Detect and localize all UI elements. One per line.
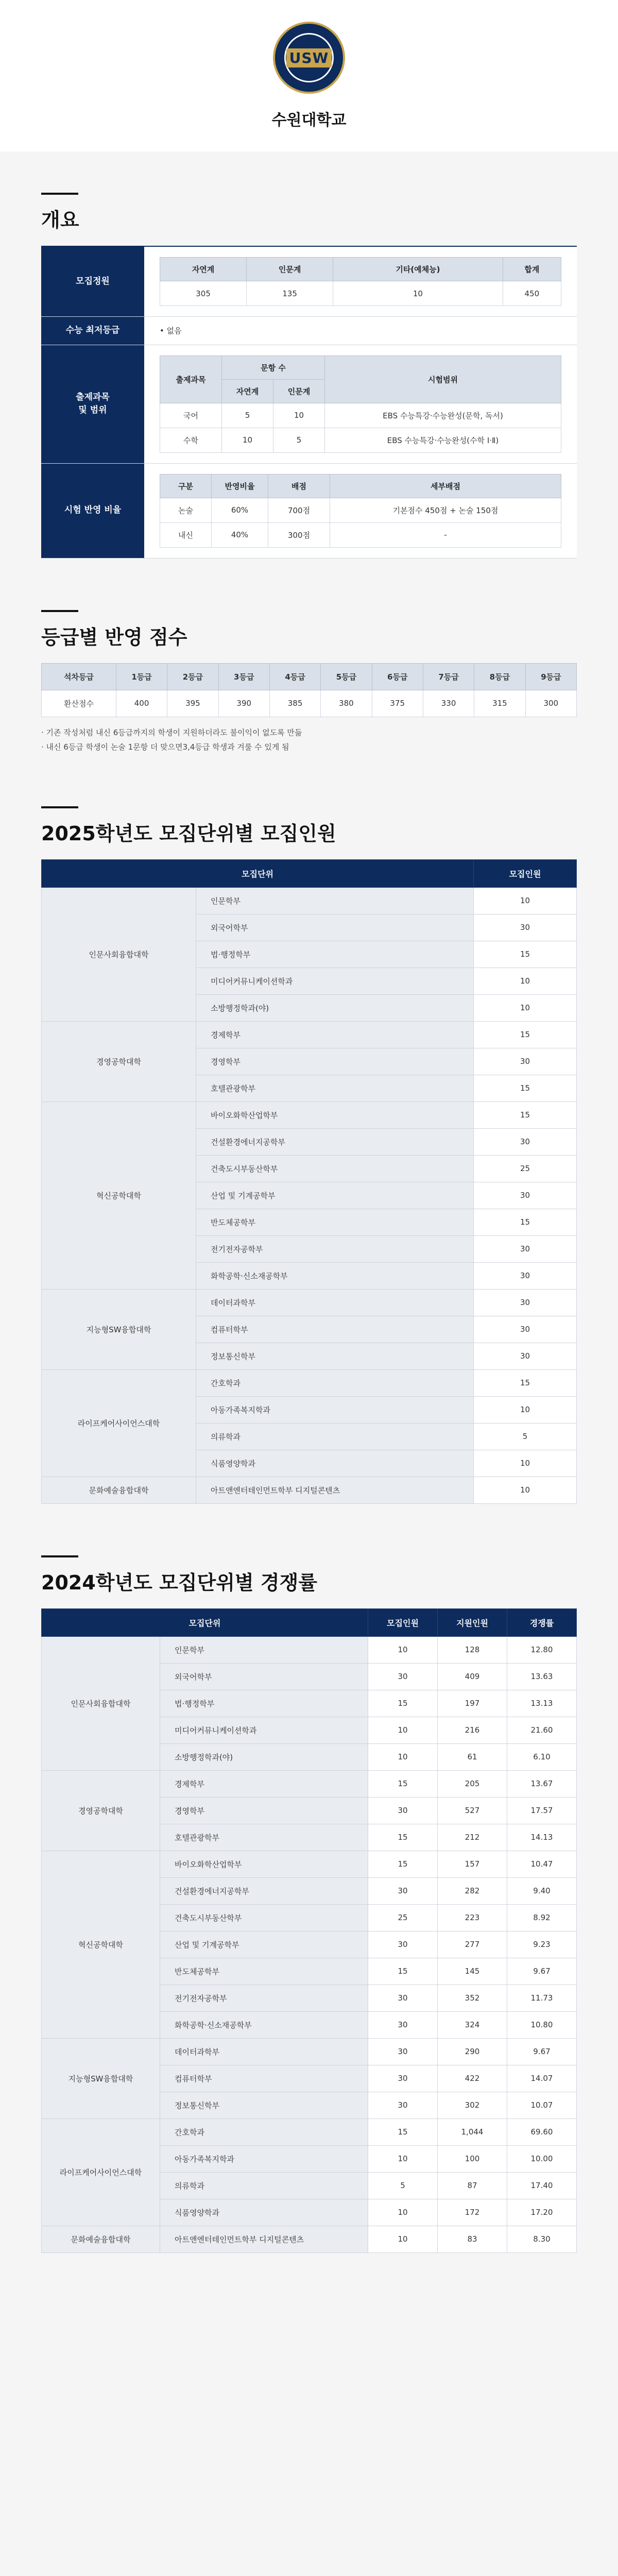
dept-cell: 법·행정학부 xyxy=(160,1690,368,1717)
quota-cell: 10 xyxy=(474,994,577,1021)
grade-header: 5등급 xyxy=(321,663,372,690)
grade-note: · 내신 6등급 학생이 논술 1문항 더 맞으면3,4등급 학생과 겨룰 수 있게 됨 xyxy=(41,742,289,752)
grade-cell: 400 xyxy=(116,690,167,717)
recruit-value: 450 xyxy=(503,281,561,306)
comp2024-header: 지원인원 xyxy=(438,1608,507,1636)
quota-cell: 30 xyxy=(474,1235,577,1262)
quota-cell: 30 xyxy=(474,1343,577,1369)
grade-cell: 315 xyxy=(474,690,525,717)
ratio-cell: 69.60 xyxy=(507,2119,577,2145)
college-cell: 혁신공학대학 xyxy=(42,1101,196,1289)
quota-cell: 15 xyxy=(368,1824,438,1851)
quota-cell: 5 xyxy=(368,2172,438,2199)
ratio-cell: 8.30 xyxy=(507,2226,577,2252)
quota-cell: 30 xyxy=(368,2065,438,2092)
dept-cell: 경제학부 xyxy=(160,1770,368,1797)
dept-cell: 데이터과학부 xyxy=(160,2038,368,2065)
logo-emblem xyxy=(284,33,334,82)
applicants-cell: 197 xyxy=(438,1690,507,1717)
dept-cell: 컴퓨터학부 xyxy=(160,2065,368,2092)
applicants-cell: 324 xyxy=(438,2011,507,2038)
ratio-cell: 13.63 xyxy=(507,1663,577,1690)
dept-cell: 건설환경에너지공학부 xyxy=(196,1128,474,1155)
table-row xyxy=(42,1636,577,1663)
ratio-cell: 17.20 xyxy=(507,2199,577,2226)
comp2024-table xyxy=(41,1608,577,2253)
ratio-label: 시험 반영 비율 xyxy=(41,464,144,558)
quota-cell: 30 xyxy=(474,914,577,941)
applicants-cell: 100 xyxy=(438,2145,507,2172)
grade-header: 3등급 xyxy=(218,663,269,690)
subject-cell: 국어 xyxy=(160,403,222,428)
ratio-table xyxy=(160,474,561,548)
quota-cell: 10 xyxy=(368,2226,438,2252)
quota-cell: 15 xyxy=(474,1101,577,1128)
dept-cell: 소방행정학과(야) xyxy=(160,1743,368,1770)
quota-cell: 15 xyxy=(474,1369,577,1396)
quota-cell: 10 xyxy=(368,2145,438,2172)
grade-header-row xyxy=(42,663,577,690)
applicants-cell: 205 xyxy=(438,1770,507,1797)
table-row xyxy=(42,2119,577,2145)
recruit-header: 합계 xyxy=(503,258,561,281)
dept-cell: 경제학부 xyxy=(196,1021,474,1048)
grade-cell: 환산점수 xyxy=(42,690,116,717)
ratio-cell: 9.67 xyxy=(507,2038,577,2065)
header xyxy=(0,0,618,151)
table-row xyxy=(42,1369,577,1396)
applicants-cell: 172 xyxy=(438,2199,507,2226)
subject-cell: 5 xyxy=(273,428,325,452)
quota-cell: 15 xyxy=(368,1851,438,1877)
quota-cell: 15 xyxy=(474,1021,577,1048)
quota-cell: 10 xyxy=(368,1636,438,1663)
quota-cell: 30 xyxy=(474,1128,577,1155)
recruit-header: 기타(예체능) xyxy=(333,258,503,281)
recruit-header: 자연계 xyxy=(160,258,247,281)
dept-cell: 미디어커뮤니케이션학과 xyxy=(196,968,474,994)
dept-cell: 산업 및 기계공학부 xyxy=(160,1931,368,1958)
quota-cell: 30 xyxy=(474,1048,577,1075)
csat-label: 수능 최저등급 xyxy=(41,317,144,345)
quota-cell: 10 xyxy=(474,1396,577,1423)
quota-cell: 30 xyxy=(368,1877,438,1904)
college-cell: 지능형SW융합대학 xyxy=(42,1289,196,1369)
dept-cell: 인문학부 xyxy=(160,1636,368,1663)
college-cell: 문화예술융합대학 xyxy=(42,2226,160,2252)
grade-score-row xyxy=(42,690,577,717)
ratio-cell: 기본점수 450점 + 논술 150점 xyxy=(330,498,561,522)
college-cell: 경영공학대학 xyxy=(42,1021,196,1101)
subject-cell: 10 xyxy=(273,403,325,428)
grade-table xyxy=(41,663,577,717)
applicants-cell: 128 xyxy=(438,1636,507,1663)
applicants-cell: 422 xyxy=(438,2065,507,2092)
table-row xyxy=(42,1021,577,1048)
dept-cell: 식품영양학과 xyxy=(196,1450,474,1477)
table-row xyxy=(42,2226,577,2252)
ratio-cell: 10.07 xyxy=(507,2092,577,2119)
quota2025-title: 2025학년도 모집단위별 모집인원 xyxy=(41,806,577,846)
recruit-row xyxy=(41,247,577,317)
quota-cell: 25 xyxy=(474,1155,577,1182)
applicants-cell: 83 xyxy=(438,2226,507,2252)
quota-cell: 30 xyxy=(368,1931,438,1958)
college-cell: 혁신공학대학 xyxy=(42,1851,160,2038)
subjects-label: 출제과목 및 범위 xyxy=(41,345,144,463)
dept-cell: 인문학부 xyxy=(196,887,474,914)
quota-cell: 30 xyxy=(474,1289,577,1316)
quota-cell: 10 xyxy=(474,1450,577,1477)
table-row xyxy=(42,1851,577,1877)
dept-cell: 반도체공학부 xyxy=(160,1958,368,1985)
recruit-value: 135 xyxy=(247,281,333,306)
dept-cell: 의류학과 xyxy=(160,2172,368,2199)
ratio-cell: 10.00 xyxy=(507,2145,577,2172)
applicants-cell: 352 xyxy=(438,1985,507,2011)
quota2025-header: 모집인원 xyxy=(474,859,577,887)
ratio-cell: 40% xyxy=(212,522,268,547)
dept-cell: 호텔관광학부 xyxy=(160,1824,368,1851)
ratio-cell: 논술 xyxy=(160,498,212,522)
applicants-cell: 223 xyxy=(438,1904,507,1931)
university-logo xyxy=(273,22,345,94)
grade-cell: 330 xyxy=(423,690,474,717)
college-cell: 라이프케어사이언스대학 xyxy=(42,2119,160,2226)
ratio-header: 반영비율 xyxy=(212,474,268,498)
dept-cell: 법·행정학부 xyxy=(196,941,474,968)
college-cell: 문화예술융합대학 xyxy=(42,1477,196,1503)
ratio-cell: 13.67 xyxy=(507,1770,577,1797)
subjects-header: 인문계 xyxy=(273,379,325,403)
dept-cell: 건축도시부동산학부 xyxy=(160,1904,368,1931)
ratio-cell: 9.67 xyxy=(507,1958,577,1985)
logo-text: USW xyxy=(286,48,332,67)
quota-cell: 10 xyxy=(474,887,577,914)
quota-cell: 15 xyxy=(368,1770,438,1797)
table-row xyxy=(42,1477,577,1503)
dept-cell: 간호학과 xyxy=(160,2119,368,2145)
table-row xyxy=(42,1101,577,1128)
dept-cell: 간호학과 xyxy=(196,1369,474,1396)
quota2025-table xyxy=(41,859,577,1504)
dept-cell: 반도체공학부 xyxy=(196,1209,474,1235)
dept-cell: 데이터과학부 xyxy=(196,1289,474,1316)
quota-cell: 25 xyxy=(368,1904,438,1931)
dept-cell: 정보통신학부 xyxy=(196,1343,474,1369)
applicants-cell: 409 xyxy=(438,1663,507,1690)
ratio-cell: 9.23 xyxy=(507,1931,577,1958)
dept-cell: 화학공학·신소재공학부 xyxy=(160,2011,368,2038)
table-row xyxy=(42,1289,577,1316)
subjects-row xyxy=(41,345,577,464)
dept-cell: 아동가족복지학과 xyxy=(160,2145,368,2172)
ratio-header: 배점 xyxy=(268,474,330,498)
grade-header: 2등급 xyxy=(167,663,218,690)
quota-cell: 10 xyxy=(368,2199,438,2226)
ratio-cell: 300점 xyxy=(268,522,330,547)
ratio-cell: 17.40 xyxy=(507,2172,577,2199)
subject-cell: 10 xyxy=(222,428,273,452)
dept-cell: 전기전자공학부 xyxy=(160,1985,368,2011)
ratio-header: 구분 xyxy=(160,474,212,498)
college-cell: 인문사회융합대학 xyxy=(42,1636,160,1770)
dept-cell: 아트앤엔터테인먼트학부 디지털콘텐츠 xyxy=(160,2226,368,2252)
dept-cell: 건축도시부동산학부 xyxy=(196,1155,474,1182)
grade-header: 석차등급 xyxy=(42,663,116,690)
quota-cell: 15 xyxy=(474,1209,577,1235)
grade-header: 6등급 xyxy=(372,663,423,690)
college-cell: 라이프케어사이언스대학 xyxy=(42,1369,196,1477)
recruit-label: 모집정원 xyxy=(41,247,144,316)
content xyxy=(0,151,618,2576)
applicants-cell: 87 xyxy=(438,2172,507,2199)
overview-title: 개요 xyxy=(41,193,577,232)
applicants-cell: 145 xyxy=(438,1958,507,1985)
ratio-cell: 10.47 xyxy=(507,1851,577,1877)
recruit-header: 인문계 xyxy=(247,258,333,281)
grade-title: 등급별 반영 점수 xyxy=(41,610,577,650)
overview-table xyxy=(41,246,577,558)
subjects-header: 자연계 xyxy=(222,379,273,403)
applicants-cell: 157 xyxy=(438,1851,507,1877)
subjects-header: 출제과목 xyxy=(160,355,222,403)
subject-cell: 수학 xyxy=(160,428,222,452)
ratio-cell: 14.13 xyxy=(507,1824,577,1851)
quota-cell: 10 xyxy=(368,1743,438,1770)
recruit-value: 10 xyxy=(333,281,503,306)
quota-cell: 30 xyxy=(474,1182,577,1209)
applicants-cell: 212 xyxy=(438,1824,507,1851)
subject-cell: EBS 수능특강·수능완성(수학 Ⅰ·Ⅱ) xyxy=(325,428,561,452)
ratio-cell: 700점 xyxy=(268,498,330,522)
dept-cell: 외국어학부 xyxy=(196,914,474,941)
quota-cell: 30 xyxy=(368,1797,438,1824)
grade-notes xyxy=(41,725,577,755)
subject-cell: EBS 수능특강·수능완성(문학, 독서) xyxy=(325,403,561,428)
quota-cell: 15 xyxy=(368,1958,438,1985)
quota2025-header: 모집단위 xyxy=(42,859,474,887)
dept-cell: 컴퓨터학부 xyxy=(196,1316,474,1343)
quota-cell: 10 xyxy=(368,1717,438,1743)
quota-cell: 30 xyxy=(368,1663,438,1690)
quota-cell: 15 xyxy=(368,1690,438,1717)
ratio-cell: 13.13 xyxy=(507,1690,577,1717)
dept-cell: 경영학부 xyxy=(160,1797,368,1824)
recruit-value: 305 xyxy=(160,281,247,306)
comp2024-title: 2024학년도 모집단위별 경쟁률 xyxy=(41,1555,577,1595)
ratio-cell: 17.57 xyxy=(507,1797,577,1824)
ratio-cell: 14.07 xyxy=(507,2065,577,2092)
grade-cell: 385 xyxy=(269,690,320,717)
table-row xyxy=(42,2038,577,2065)
subject-cell: 5 xyxy=(222,403,273,428)
applicants-cell: 302 xyxy=(438,2092,507,2119)
quota-cell: 30 xyxy=(368,2038,438,2065)
grade-cell: 380 xyxy=(321,690,372,717)
ratio-cell: - xyxy=(330,522,561,547)
comp2024-header: 모집단위 xyxy=(42,1608,368,1636)
college-cell: 경영공학대학 xyxy=(42,1770,160,1851)
grade-header: 4등급 xyxy=(269,663,320,690)
dept-cell: 경영학부 xyxy=(196,1048,474,1075)
subjects-header: 문항 수 xyxy=(222,355,325,379)
applicants-cell: 290 xyxy=(438,2038,507,2065)
grade-cell: 390 xyxy=(218,690,269,717)
dept-cell: 소방행정학과(야) xyxy=(196,994,474,1021)
comp2024-header: 모집인원 xyxy=(368,1608,438,1636)
dept-cell: 외국어학부 xyxy=(160,1663,368,1690)
ratio-cell: 10.80 xyxy=(507,2011,577,2038)
grade-note: · 기존 작성처럼 내신 6등급까지의 학생이 지원하더라도 불이익이 없도록 만듦 xyxy=(41,727,302,737)
ratio-cell: 내신 xyxy=(160,522,212,547)
quota-cell: 15 xyxy=(474,941,577,968)
dept-cell: 식품영양학과 xyxy=(160,2199,368,2226)
ratio-row xyxy=(41,464,577,558)
quota-cell: 30 xyxy=(474,1262,577,1289)
grade-cell: 395 xyxy=(167,690,218,717)
dept-cell: 정보통신학부 xyxy=(160,2092,368,2119)
dept-cell: 산업 및 기계공학부 xyxy=(196,1182,474,1209)
college-cell: 인문사회융합대학 xyxy=(42,887,196,1021)
grade-header: 7등급 xyxy=(423,663,474,690)
ratio-header: 세부배점 xyxy=(330,474,561,498)
quota-cell: 10 xyxy=(474,1477,577,1503)
csat-row xyxy=(41,317,577,345)
recruit-table xyxy=(160,257,561,306)
quota-cell: 10 xyxy=(474,968,577,994)
applicants-cell: 282 xyxy=(438,1877,507,1904)
quota-cell: 15 xyxy=(474,1075,577,1101)
grade-header: 1등급 xyxy=(116,663,167,690)
ratio-cell: 21.60 xyxy=(507,1717,577,1743)
grade-header: 9등급 xyxy=(525,663,576,690)
dept-cell: 건설환경에너지공학부 xyxy=(160,1877,368,1904)
grade-cell: 375 xyxy=(372,690,423,717)
dept-cell: 아동가족복지학과 xyxy=(196,1396,474,1423)
subjects-table xyxy=(160,355,561,453)
dept-cell: 아트앤엔터테인먼트학부 디지털콘텐츠 xyxy=(196,1477,474,1503)
ratio-cell: 11.73 xyxy=(507,1985,577,2011)
school-name: 수원대학교 xyxy=(271,111,347,129)
quota-cell: 30 xyxy=(474,1316,577,1343)
table-row xyxy=(42,887,577,914)
college-cell: 지능형SW융합대학 xyxy=(42,2038,160,2119)
applicants-cell: 277 xyxy=(438,1931,507,1958)
applicants-cell: 216 xyxy=(438,1717,507,1743)
ratio-cell: 12.80 xyxy=(507,1636,577,1663)
comp2024-header: 경쟁률 xyxy=(507,1608,577,1636)
applicants-cell: 1,044 xyxy=(438,2119,507,2145)
csat-value: • 없음 xyxy=(144,317,577,345)
ratio-cell: 60% xyxy=(212,498,268,522)
dept-cell: 바이오화학산업학부 xyxy=(196,1101,474,1128)
dept-cell: 호텔관광학부 xyxy=(196,1075,474,1101)
ratio-cell: 8.92 xyxy=(507,1904,577,1931)
grade-header: 8등급 xyxy=(474,663,525,690)
ratio-cell: 6.10 xyxy=(507,1743,577,1770)
applicants-cell: 61 xyxy=(438,1743,507,1770)
dept-cell: 바이오화학산업학부 xyxy=(160,1851,368,1877)
dept-cell: 미디어커뮤니케이션학과 xyxy=(160,1717,368,1743)
quota-cell: 30 xyxy=(368,2011,438,2038)
quota-cell: 5 xyxy=(474,1423,577,1450)
quota-cell: 15 xyxy=(368,2119,438,2145)
applicants-cell: 527 xyxy=(438,1797,507,1824)
quota-cell: 30 xyxy=(368,2092,438,2119)
table-row xyxy=(42,1770,577,1797)
dept-cell: 의류학과 xyxy=(196,1423,474,1450)
dept-cell: 전기전자공학부 xyxy=(196,1235,474,1262)
dept-cell: 화학공학·신소재공학부 xyxy=(196,1262,474,1289)
ratio-cell: 9.40 xyxy=(507,1877,577,1904)
grade-cell: 300 xyxy=(525,690,576,717)
quota-cell: 30 xyxy=(368,1985,438,2011)
subjects-header: 시험범위 xyxy=(325,355,561,403)
